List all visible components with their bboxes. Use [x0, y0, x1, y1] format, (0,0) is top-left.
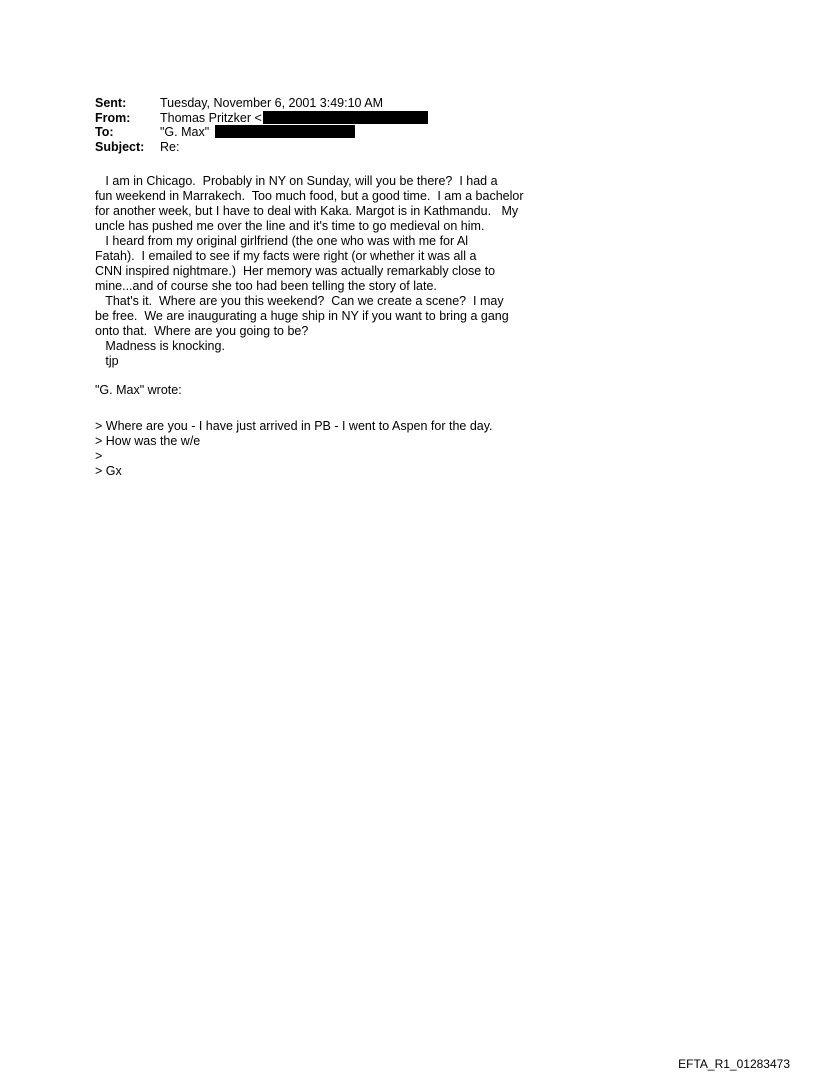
to-value-wrap [160, 125, 355, 140]
spacer [95, 369, 575, 383]
redaction-box [263, 111, 428, 124]
subject-label: Subject: [95, 139, 145, 154]
subject-row [95, 140, 575, 155]
body-line: onto that. Where are you going to be? [95, 324, 309, 338]
sent-value: Tuesday, November 6, 2001 3:49:10 AM [160, 96, 384, 110]
body-line: Fatah). I emailed to see if my facts were right (or whether it was all a [95, 249, 477, 263]
quoted-message [95, 419, 575, 479]
quoted-line: > [95, 449, 103, 463]
sent-row [95, 96, 575, 111]
to-label: To: [95, 125, 114, 139]
body-line: fun weekend in Marrakech. Too much food, but a good time. I am a bachelor [95, 189, 524, 203]
quoted-line: > Gx [95, 464, 122, 478]
from-value-wrap [160, 111, 428, 126]
from-value: Thomas Pritzker < [160, 110, 262, 125]
body-line: mine...and of course she too had been telling the story of late. [95, 279, 437, 293]
to-value: "G. Max" [160, 125, 213, 139]
from-label: From: [95, 110, 131, 125]
subject-value: Re: [160, 139, 180, 154]
document-id: EFTA_R1_01283473 [678, 1057, 790, 1071]
quoted-line: > How was the w/e [95, 434, 201, 448]
body-line: I heard from my original girlfriend (the one who was with me for Al [95, 234, 469, 248]
body-line: I am in Chicago. Probably in NY on Sunday, will you be there? I had a [95, 174, 498, 188]
email-body [95, 174, 575, 398]
body-line: for another week, but I have to deal with Kaka. Margot is in Kathmandu. My [95, 204, 519, 218]
from-row [95, 111, 575, 126]
to-row [95, 125, 575, 140]
email-header [95, 96, 575, 154]
body-line: That's it. Where are you this weekend? Can we create a scene? I may [95, 294, 504, 308]
reply-attribution: "G. Max" wrote: [95, 383, 182, 397]
quoted-line: > Where are you - I have just arrived in PB - I went to Aspen for the day. [95, 419, 493, 433]
redaction-box [215, 125, 355, 138]
body-line: be free. We are inaugurating a huge ship in NY if you want to bring a gang [95, 309, 509, 323]
body-line: tjp [95, 354, 119, 368]
body-line: CNN inspired nightmare.) Her memory was actually remarkably close to [95, 264, 496, 278]
sent-label: Sent: [95, 96, 127, 110]
body-line: uncle has pushed me over the line and it's time to go medieval on him. [95, 219, 485, 233]
body-line: Madness is knocking. [95, 339, 225, 353]
